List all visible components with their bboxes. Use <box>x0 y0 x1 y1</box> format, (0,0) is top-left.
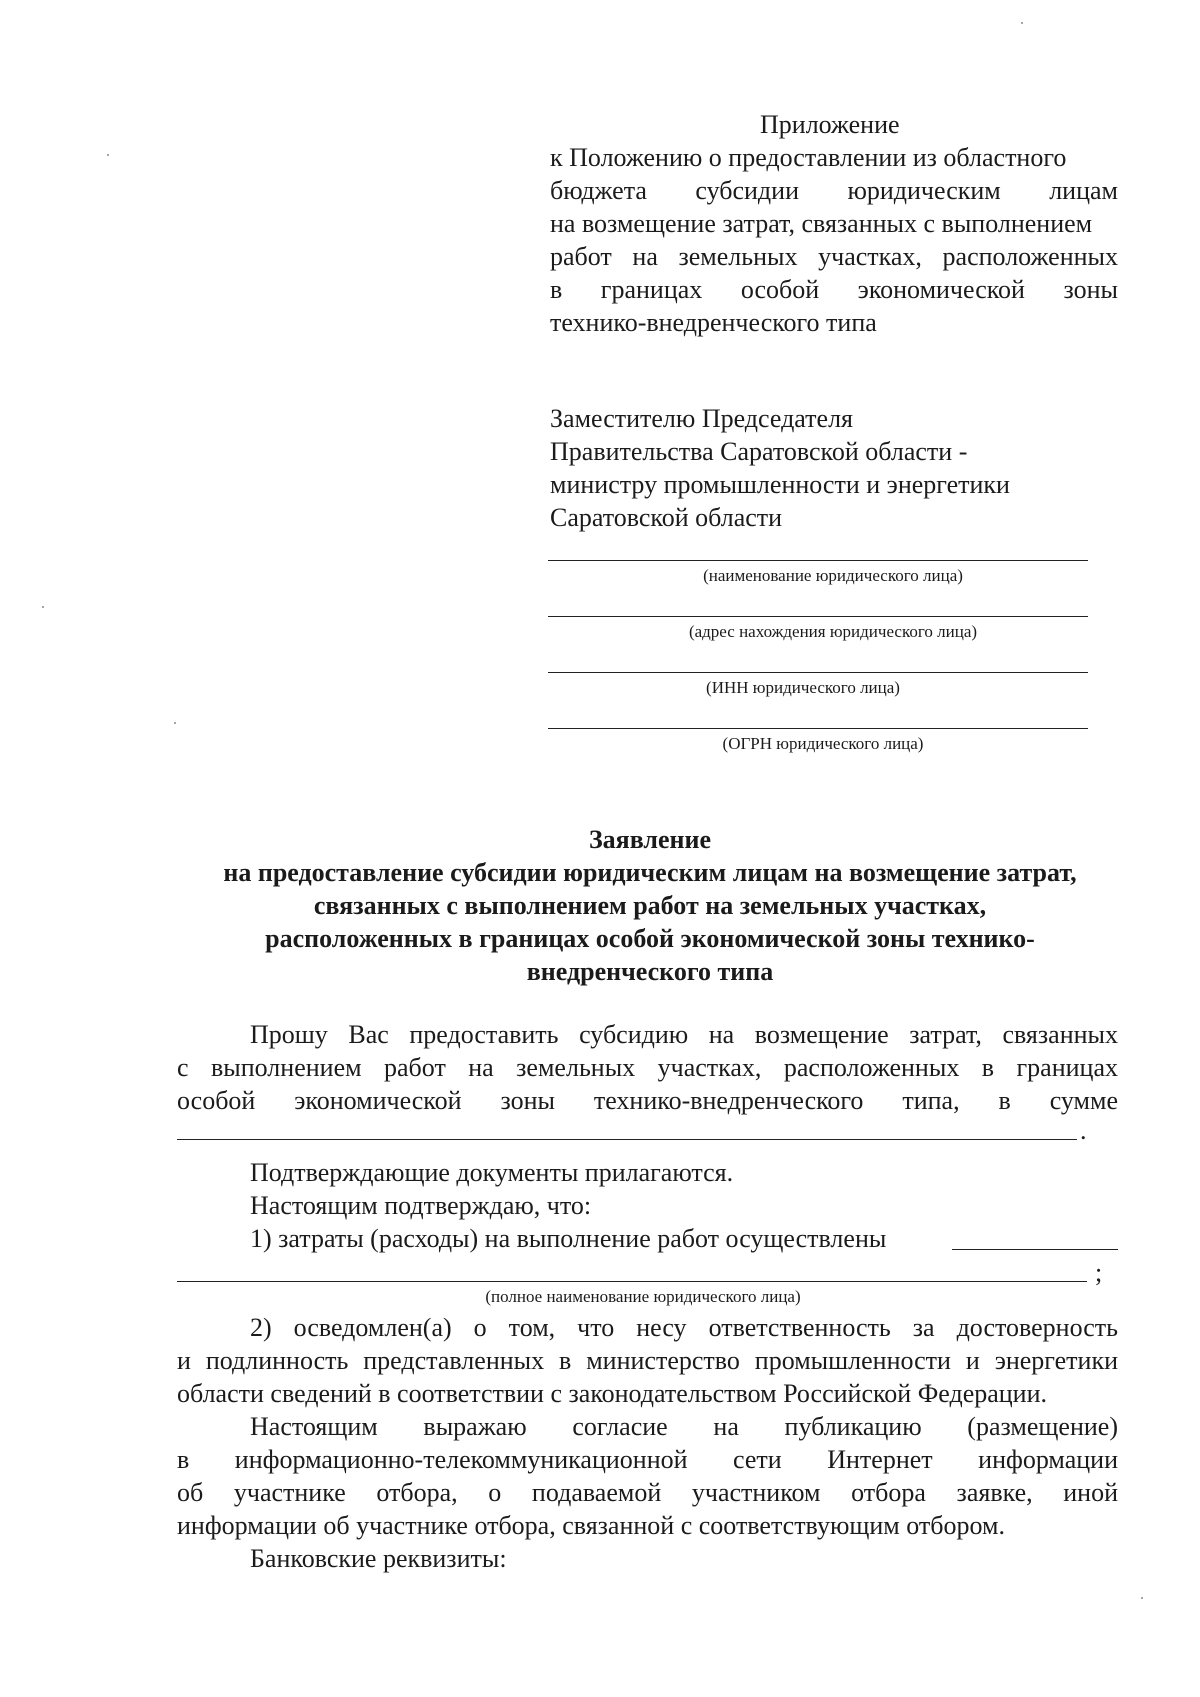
addressee-line: Заместителю Председателя <box>550 404 854 433</box>
scan-speck <box>174 722 176 724</box>
item2-line: 2) осведомлен(а) о том, что несу ответственность за достоверность <box>250 1313 1118 1342</box>
addressee-line: Саратовской области <box>550 503 783 532</box>
docs-attached-text: Подтверждающие документы прилагаются. <box>250 1158 734 1187</box>
statement-heading: Заявление <box>588 825 712 854</box>
appendix-title: Приложение <box>760 110 900 139</box>
appendix-line: к Положению о предоставлении из областного <box>550 143 1067 172</box>
appendix-line: технико-внедренческого типа <box>550 308 877 337</box>
applicant-name-field[interactable] <box>548 560 1088 561</box>
statement-title-line: расположенных в границах особой экономической зоны технико- <box>265 924 1035 953</box>
consent-line: информации об участнике отбора, связанной с соответствующим отбором. <box>177 1511 1005 1540</box>
item1-caption: (полное наименование юридического лица) <box>485 1287 801 1306</box>
scan-speck <box>107 154 109 156</box>
item1-legal-name-field[interactable] <box>177 1281 1087 1282</box>
appendix-line: работ на земельных участках, расположенных <box>550 242 1118 271</box>
applicant-ogrn-caption: (ОГРН юридического лица) <box>722 734 924 753</box>
amount-field[interactable] <box>177 1139 1077 1140</box>
item1-field-end[interactable] <box>952 1249 1118 1250</box>
applicant-inn-field[interactable] <box>548 672 1088 673</box>
item1-text: 1) затраты (расходы) на выполнение работ осуществлены <box>250 1224 887 1253</box>
appendix-line: на возмещение затрат, связанных с выполнением <box>550 209 1093 238</box>
item1-end-mark: ; <box>1095 1258 1103 1287</box>
applicant-address-caption: (адрес нахождения юридического лица) <box>688 622 978 641</box>
consent-line: об участнике отбора, о подаваемой участником отбора заявке, иной <box>177 1478 1118 1507</box>
applicant-address-field[interactable] <box>548 616 1088 617</box>
applicant-inn-caption: (ИНН юридического лица) <box>706 678 900 697</box>
amount-end-mark: . <box>1080 1116 1087 1145</box>
applicant-ogrn-field[interactable] <box>548 728 1088 729</box>
appendix-line: бюджета субсидии юридическим лицам <box>550 176 1118 205</box>
applicant-name-caption: (наименование юридического лица) <box>703 566 963 585</box>
consent-line: Настоящим выражаю согласие на публикацию (размещение) <box>250 1412 1118 1441</box>
item2-line: и подлинность представленных в министерство промышленности и энергетики <box>177 1346 1118 1375</box>
statement-title-line: на предоставление субсидии юридическим лицам на возмещение затрат, <box>223 858 1077 887</box>
statement-title-line: связанных с выполнением работ на земельных участках, <box>313 891 987 920</box>
scan-speck <box>1021 22 1023 24</box>
consent-line: в информационно-телекоммуникационной сети Интернет информации <box>177 1445 1118 1474</box>
scan-speck <box>1141 1597 1143 1599</box>
confirm-intro-text: Настоящим подтверждаю, что: <box>250 1191 592 1220</box>
request-line: с выполнением работ на земельных участках, расположенных в границах <box>177 1053 1118 1082</box>
item2-line: области сведений в соответствии с законодательством Российской Федерации. <box>177 1379 1048 1408</box>
appendix-line: в границах особой экономической зоны <box>550 275 1118 304</box>
addressee-line: министру промышленности и энергетики <box>550 470 1010 499</box>
request-line: Прошу Вас предоставить субсидию на возмещение затрат, связанных <box>250 1020 1118 1049</box>
statement-title-line: внедренческого типа <box>526 957 774 986</box>
bank-details-label: Банковские реквизиты: <box>250 1544 507 1573</box>
request-line: особой экономической зоны технико-внедренческого типа, в сумме <box>177 1086 1118 1115</box>
scan-speck <box>42 606 44 608</box>
addressee-line: Правительства Саратовской области - <box>550 437 968 466</box>
